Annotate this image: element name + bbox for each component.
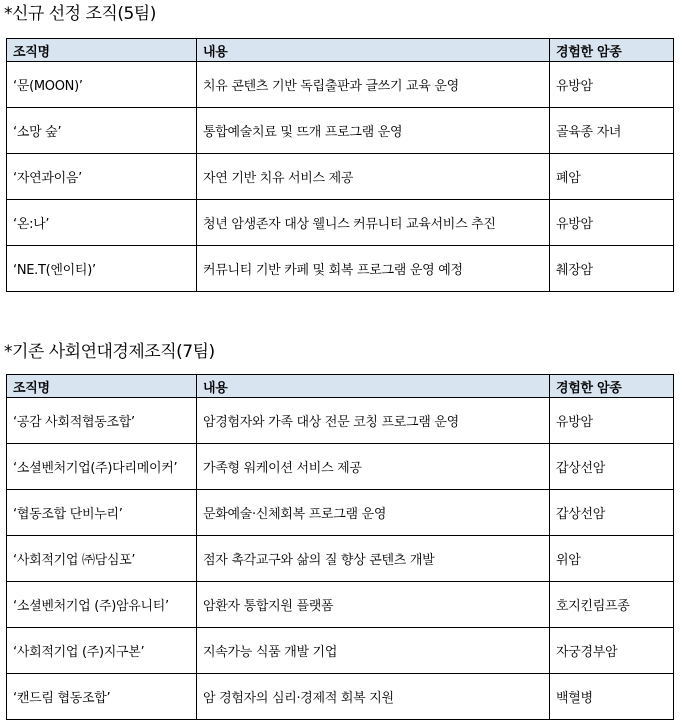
- column-header-description: 내용: [197, 375, 550, 398]
- description-cell: 치유 콘텐츠 기반 독립출판과 글쓰기 교육 운영: [197, 62, 550, 108]
- cancer-type-cell: 골육종 자녀: [550, 108, 674, 154]
- cancer-type-cell: 췌장암: [550, 246, 674, 292]
- organization-name-cell: ‘공감 사회적협동조합’: [7, 398, 197, 444]
- table-row: [7, 246, 674, 292]
- table-row: [7, 536, 674, 582]
- column-header-cancer-type: 경험한 암종: [550, 39, 674, 62]
- existing-organizations-table: [6, 374, 674, 720]
- description-cell: 암환자 통합지원 플랫폼: [197, 582, 550, 628]
- cancer-type-cell: 위암: [550, 536, 674, 582]
- description-cell: 점자 촉각교구와 삶의 질 향상 콘텐츠 개발: [197, 536, 550, 582]
- description-cell: 암 경험자의 심리·경제적 회복 지원: [197, 674, 550, 720]
- description-cell: 자연 기반 치유 서비스 제공: [197, 154, 550, 200]
- table-row: [7, 490, 674, 536]
- table-row: [7, 444, 674, 490]
- description-cell: 커뮤니티 기반 카페 및 회복 프로그램 운영 예정: [197, 246, 550, 292]
- cancer-type-cell: 유방암: [550, 62, 674, 108]
- organization-name-cell: ‘소망 숲’: [7, 108, 197, 154]
- organization-name-cell: ‘온:나’: [7, 200, 197, 246]
- column-header-description: 내용: [197, 39, 550, 62]
- description-cell: 지속가능 식품 개발 기업: [197, 628, 550, 674]
- column-header-organization: 조직명: [7, 375, 197, 398]
- description-cell: 청년 암생존자 대상 웰니스 커뮤니티 교육서비스 추진: [197, 200, 550, 246]
- description-cell: 문화예술·신체회복 프로그램 운영: [197, 490, 550, 536]
- cancer-type-cell: 자궁경부암: [550, 628, 674, 674]
- description-cell: 가족형 워케이션 서비스 제공: [197, 444, 550, 490]
- cancer-type-cell: 호지킨림프종: [550, 582, 674, 628]
- table-row: [7, 108, 674, 154]
- organization-name-cell: ‘사회적기업 (주)지구본’: [7, 628, 197, 674]
- cancer-type-cell: 유방암: [550, 200, 674, 246]
- cancer-type-cell: 갑상선암: [550, 490, 674, 536]
- table-row: [7, 582, 674, 628]
- cancer-type-cell: 백혈병: [550, 674, 674, 720]
- table-row: [7, 62, 674, 108]
- organization-name-cell: ‘소셜벤처기업 (주)암유니티’: [7, 582, 197, 628]
- organization-name-cell: ‘문(MOON)’: [7, 62, 197, 108]
- organization-name-cell: ‘NE.T(엔이티)’: [7, 246, 197, 292]
- section-title-new-organizations: *신규 선정 조직(5팀): [4, 4, 156, 24]
- cancer-type-cell: 갑상선암: [550, 444, 674, 490]
- table-row: [7, 674, 674, 720]
- description-cell: 통합예술치료 및 뜨개 프로그램 운영: [197, 108, 550, 154]
- organization-name-cell: ‘협동조합 단비누리’: [7, 490, 197, 536]
- table-row: [7, 398, 674, 444]
- table-row: [7, 154, 674, 200]
- organization-name-cell: ‘캔드림 협동조합’: [7, 674, 197, 720]
- table-row: [7, 628, 674, 674]
- description-cell: 암경험자와 가족 대상 전문 코칭 프로그램 운영: [197, 398, 550, 444]
- new-organizations-table: [6, 38, 674, 292]
- cancer-type-cell: 유방암: [550, 398, 674, 444]
- column-header-cancer-type: 경험한 암종: [550, 375, 674, 398]
- column-header-organization: 조직명: [7, 39, 197, 62]
- organization-name-cell: ‘사회적기업 ㈜담심포’: [7, 536, 197, 582]
- table-row: [7, 200, 674, 246]
- table-header-row: [7, 375, 674, 398]
- organization-name-cell: ‘자연과이음’: [7, 154, 197, 200]
- section-title-existing-organizations: *기존 사회연대경제조직(7팀): [4, 342, 215, 362]
- table-header-row: [7, 39, 674, 62]
- organization-name-cell: ‘소셜벤처기업(주)다리메이커’: [7, 444, 197, 490]
- cancer-type-cell: 폐암: [550, 154, 674, 200]
